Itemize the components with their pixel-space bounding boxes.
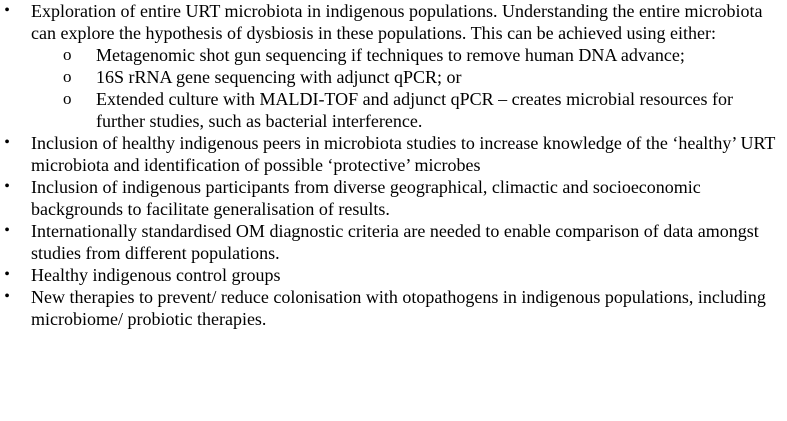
sub-list-item-text: Metagenomic shot gun sequencing if techniques to remove human DNA advance; [96,45,685,65]
circle-bullet-icon: o [63,89,72,108]
list-item [0,220,787,264]
sub-list-item [31,88,783,132]
circle-bullet-icon: o [63,67,72,86]
list-item [0,264,787,286]
circle-bullet-icon: o [63,45,72,64]
list-item [0,176,787,220]
list-item-text: Exploration of entire URT microbiota in indigenous populations. Understanding the entire microbiota can explore the hypothesis of dysbiosis in these populations. This can be achieved using either: [31,1,763,43]
list-item [0,132,787,176]
sub-list-item [31,66,783,88]
sub-list-item-text: Extended culture with MALDI-TOF and adjunct qPCR – creates microbial resources for further studies, such as bacterial interference. [96,89,733,131]
list-item-text: New therapies to prevent/ reduce colonisation with otopathogens in indigenous populations, including microbiome/ probiotic therapies. [31,287,766,329]
bullet-icon: • [4,178,10,195]
list-item-text: Healthy indigenous control groups [31,265,281,285]
list-item-text: Inclusion of healthy indigenous peers in microbiota studies to increase knowledge of the ‘healthy’ URT microbiota and identification of possible ‘protective’ microbes [31,133,776,175]
bullet-icon: • [4,222,10,239]
list-item-text: Internationally standardised OM diagnostic criteria are needed to enable comparison of data amongst studies from different populations. [31,221,759,263]
bullet-icon: • [4,288,10,305]
bullet-icon: • [4,266,10,283]
sub-list-item [31,44,783,66]
sub-list [31,44,783,132]
list-item [0,286,787,330]
bullet-icon: • [4,2,10,19]
sub-list-item-text: 16S rRNA gene sequencing with adjunct qPCR; or [96,67,462,87]
list-item-text: Inclusion of indigenous participants from diverse geographical, climactic and socioeconomic backgrounds to facilitate generalisation of results. [31,177,701,219]
bullet-icon: • [4,134,10,151]
list-item [0,0,787,132]
